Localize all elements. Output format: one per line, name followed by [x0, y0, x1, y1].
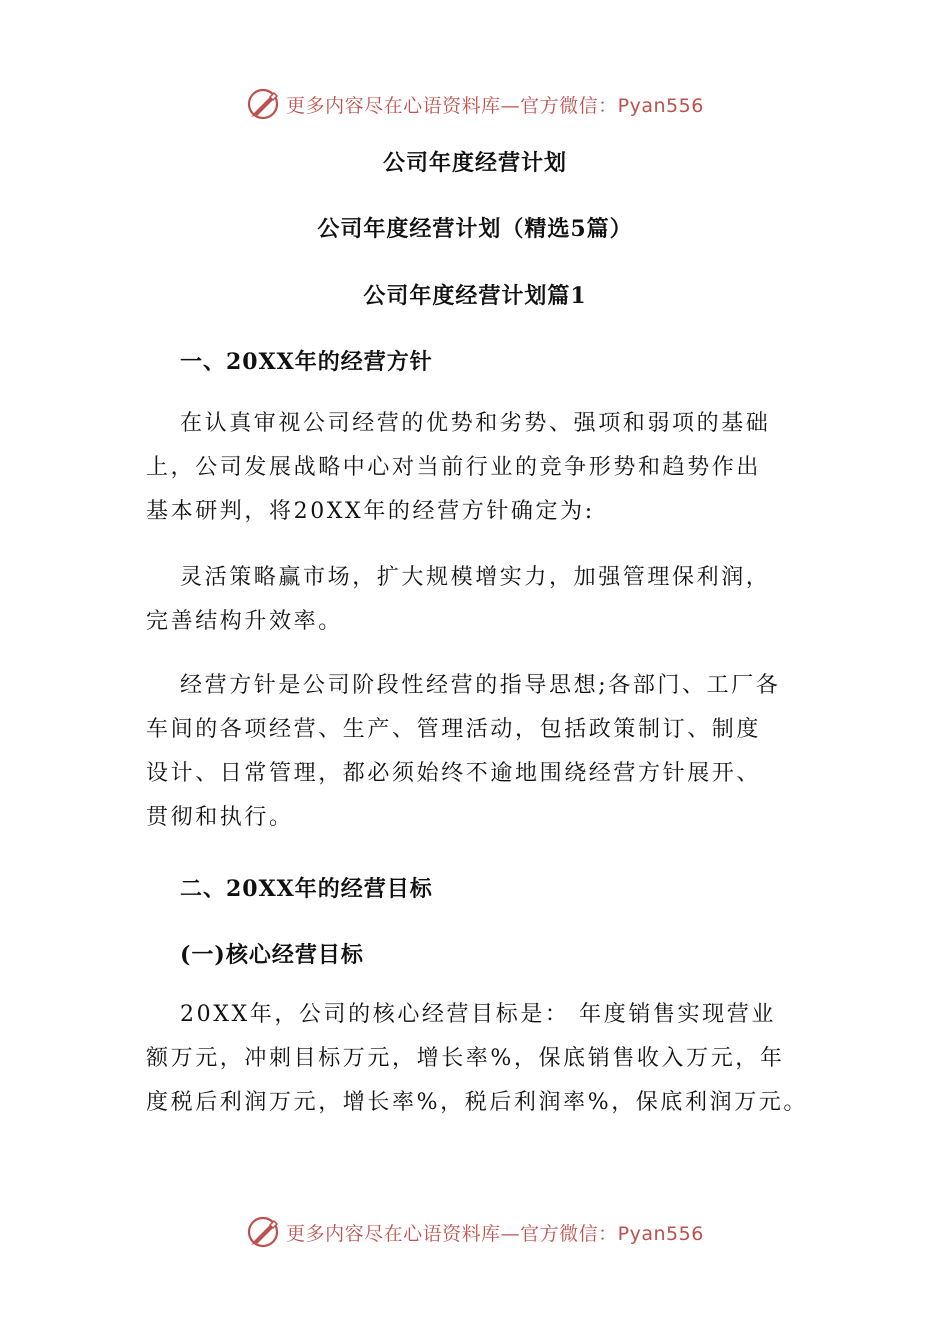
pen-logo-icon — [246, 87, 280, 121]
pen-logo-icon — [246, 1215, 280, 1249]
paragraph-line: 灵活策略赢市场，扩大规模增实力，加强管理保利润， — [180, 565, 771, 590]
paragraph-line: 完善结构升效率。 — [146, 609, 343, 634]
paragraph-line: 基本研判，将20XX年的经营方针确定为: — [146, 499, 595, 524]
paragraph-line: 设计、日常管理，都必须始终不逾地围绕经营方针展开、 — [146, 761, 762, 786]
paragraph-line: 贯彻和执行。 — [146, 805, 294, 830]
paragraph-line: 20XX年，公司的核心经营目标是： 年度销售实现营业 — [180, 1002, 776, 1027]
paragraph-line: 额万元，冲刺目标万元，增长率%，保底销售收入万元，年 — [146, 1046, 785, 1071]
paragraph-line: 经营方针是公司阶段性经营的指导思想;各部门、工厂各 — [180, 673, 781, 698]
watermark-text: 更多内容尽在心语资料库—官方微信： — [286, 1222, 618, 1245]
watermark-text: 更多内容尽在心语资料库—官方微信： — [286, 94, 618, 117]
heading-targets: 二、20XX年的经营目标 — [180, 876, 433, 902]
document-subtitle: 公司年度经营计划（精选5篇） — [317, 216, 633, 242]
paragraph-policy-slogan — [146, 556, 808, 644]
document-title: 公司年度经营计划 — [382, 150, 567, 176]
paragraph-line: 度税后利润万元，增长率%，税后利润率%，保底利润万元。 — [146, 1090, 809, 1115]
paragraph-policy-intro — [146, 402, 808, 534]
paragraph-line: 在认真审视公司经营的优势和劣势、强项和弱项的基础 — [180, 411, 771, 436]
watermark-wechat-id: Pyan556 — [617, 1222, 704, 1245]
paragraph-line: 车间的各项经营、生产、管理活动，包括政策制订、制度 — [146, 717, 762, 742]
watermark-wechat-id: Pyan556 — [617, 94, 704, 117]
section-title: 公司年度经营计划篇1 — [363, 283, 587, 309]
heading-policy: 一、20XX年的经营方针 — [180, 349, 433, 375]
paragraph-core-targets — [146, 993, 808, 1125]
heading-core-targets: (一)核心经营目标 — [180, 942, 364, 968]
paragraph-line: 上，公司发展战略中心对当前行业的竞争形势和趋势作出 — [146, 455, 762, 480]
watermark-header — [0, 84, 950, 124]
paragraph-policy-explanation — [146, 664, 808, 840]
watermark-footer — [0, 1212, 950, 1252]
